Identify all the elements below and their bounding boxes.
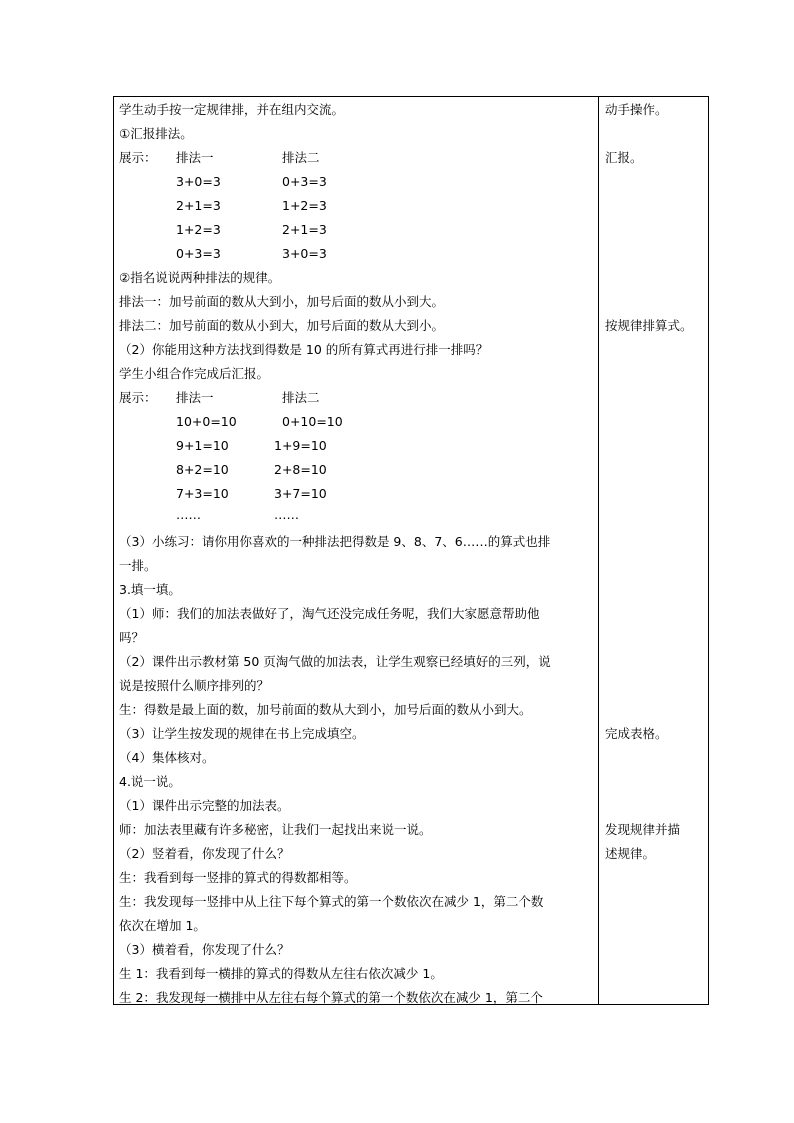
lesson-table — [113, 96, 709, 1005]
text-line: 生 1：我看到每一横排的算式的得数从左往右依次减少 1。 — [119, 966, 443, 981]
text-line: ①汇报排法。 — [119, 126, 193, 141]
equation: 8+2=10 — [176, 462, 229, 477]
equation: 2+1=3 — [176, 198, 221, 213]
equation: 10+0=10 — [176, 414, 237, 429]
activity-note: 发现规律并描 — [605, 822, 681, 837]
activity-note: 述规律。 — [605, 846, 656, 861]
text-line: 生：得数是最上面的数，加号前面的数从大到小，加号后面的数从小到大。 — [119, 702, 532, 717]
text-line: 学生小组合作完成后汇报。 — [119, 366, 270, 381]
text-line: （4）集体核对。 — [119, 750, 215, 765]
text-line: 生：我看到每一竖排的算式的得数都相等。 — [119, 870, 357, 885]
equation: 0+3=3 — [282, 174, 327, 189]
ellipsis: …… — [176, 507, 201, 522]
method-two-heading: 排法二 — [282, 390, 320, 405]
activity-note: 动手操作。 — [605, 102, 668, 117]
equation: 0+3=3 — [176, 246, 221, 261]
method-one-heading: 排法一 — [176, 150, 214, 165]
column-divider — [598, 97, 599, 1004]
text-line: 生：我发现每一竖排中从上往下每个算式的第一个数依次在减少 1，第二个数 — [119, 894, 544, 909]
equation: 3+0=3 — [282, 246, 327, 261]
method-two-heading: 排法二 — [282, 150, 320, 165]
equation: 2+1=3 — [282, 222, 327, 237]
text-line: （3）小练习：请你用你喜欢的一种排法把得数是 9、8、7、6……的算式也排 — [119, 534, 551, 549]
text-line: （2）你能用这种方法找到得数是 10 的所有算式再进行排一排吗？ — [119, 342, 489, 357]
ellipsis: …… — [274, 507, 299, 522]
text-line: （3）横着看，你发现了什么？ — [119, 942, 290, 957]
equation: 1+2=3 — [282, 198, 327, 213]
text-line: 排法二：加号前面的数从小到大，加号后面的数从大到小。 — [119, 318, 445, 333]
equation: 3+7=10 — [274, 486, 327, 501]
equation: 1+9=10 — [274, 438, 327, 453]
display-label: 展示： — [119, 150, 157, 165]
text-line: （2）课件出示教材第 50 页淘气做的加法表，让学生观察已经填好的三列，说 — [119, 654, 551, 669]
text-line: （1）师：我们的加法表做好了，淘气还没完成任务呢，我们大家愿意帮助他 — [119, 606, 540, 621]
text-line: 生 2：我发现每一横排中从左往右每个算式的第一个数依次在减少 1，第二个 — [119, 990, 543, 1005]
text-line: 一排。 — [119, 558, 157, 573]
equation: 7+3=10 — [176, 486, 229, 501]
equation: 3+0=3 — [176, 174, 221, 189]
equation: 1+2=3 — [176, 222, 221, 237]
section-heading: 4.说一说。 — [119, 774, 181, 789]
equation: 2+8=10 — [274, 462, 327, 477]
activity-note: 按规律排算式。 — [605, 318, 693, 333]
text-line: 依次在增加 1。 — [119, 918, 206, 933]
section-heading: 3.填一填。 — [119, 582, 181, 597]
text-line: （2）竖着看，你发现了什么？ — [119, 846, 290, 861]
text-line: ②指名说说两种排法的规律。 — [119, 270, 281, 285]
method-one-heading: 排法一 — [176, 390, 214, 405]
equation: 9+1=10 — [176, 438, 229, 453]
text-line: 师：加法表里藏有许多秘密，让我们一起找出来说一说。 — [119, 822, 432, 837]
activity-note: 汇报。 — [605, 150, 643, 165]
text-line: 吗？ — [119, 630, 145, 645]
activity-note: 完成表格。 — [605, 726, 668, 741]
text-line: （1）课件出示完整的加法表。 — [119, 798, 290, 813]
text-line: （3）让学生按发现的规律在书上完成填空。 — [119, 726, 365, 741]
equation: 0+10=10 — [282, 414, 343, 429]
text-line: 学生动手按一定规律排，并在组内交流。 — [119, 102, 345, 117]
text-line: 排法一：加号前面的数从大到小，加号后面的数从小到大。 — [119, 294, 445, 309]
text-line: 说是按照什么顺序排列的？ — [119, 678, 270, 693]
display-label: 展示： — [119, 390, 157, 405]
